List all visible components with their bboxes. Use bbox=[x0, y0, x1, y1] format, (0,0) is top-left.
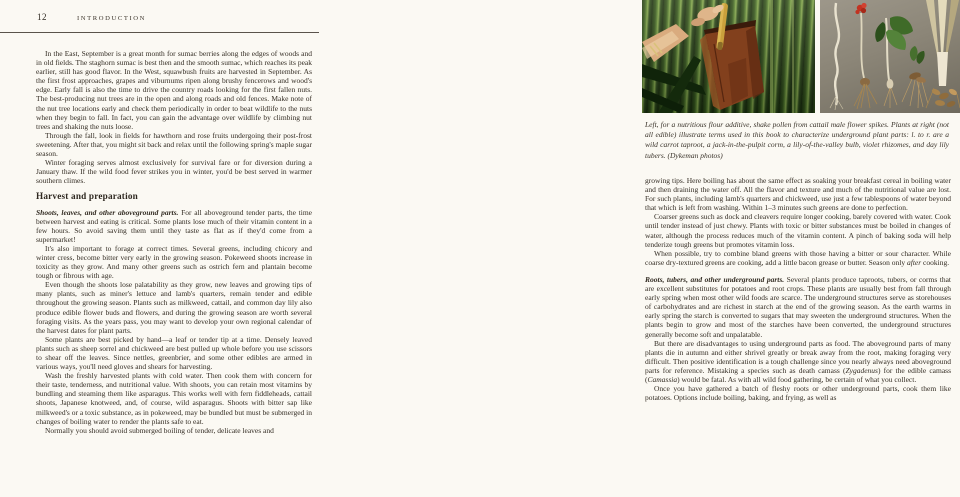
underground-parts-illustration bbox=[820, 0, 960, 113]
paragraph-boiling-carryover: Normally you should avoid submerged boiling of tender, delicate leaves and bbox=[45, 425, 274, 435]
roots-lead-in: Roots, tubers, and other underground parts. bbox=[645, 274, 785, 284]
running-head: INTRODUCTION bbox=[77, 14, 147, 22]
paragraph-forage-times: It's also important to forage at correct times. Several greens, including chicory and winter cress, become bitter very early in the growing season. Pokeweed shoots increase in toxicity as they grow. And many other greens such as ostrich fern and plantain become tough or fibrous with age. bbox=[36, 243, 312, 281]
paper-bag bbox=[700, 20, 764, 110]
camass-mid: ) for the edible camass ( bbox=[645, 365, 951, 384]
paragraph-cook-like-potatoes: Once you have gathered a batch of fleshy roots or other underground parts, cook them like potatoes. Options include boiling, baking, and frying, as well as bbox=[645, 384, 951, 403]
camass-pre: But there are disadvantages to using underground parts as food. The aboveground parts of many plants die in autumn and either shrivel greatly or break away from the root, making foraging very difficult. Then positive identification is a tough challenge since you nearly always need aboveground parts for reference. Mistaking a species such as death camass ( bbox=[645, 338, 951, 375]
camass-latin-zygadenus: Zygadenus bbox=[845, 365, 878, 375]
paragraph-shoots-leadin bbox=[36, 208, 312, 244]
shoots-text: For all aboveground tender parts, the time between harvest and eating is critical. Some plants lose much of their vitamin content in a few hours. So avoid saving them until they taste as flat as if they'd come from a supermarket! bbox=[36, 207, 312, 244]
paragraph-seasoning bbox=[645, 249, 951, 267]
season-italic-word: after bbox=[907, 257, 922, 267]
photo-caption: Left, for a nutritious flour additive, shake pollen from cattail male flower spikes. Plants at right (not all edible) illustrate terms used in this book to characterize underground plant parts: l. to r. are a wild carrot taproot, a jack-in-the-pulpit corm, a lily-of-the-valley bulb, violet rhizomes, and day lily tubers. (Dykeman photos) bbox=[645, 120, 949, 160]
roots-text: Several plants produce taproots, tubers, or corms that are excellent substitutes for potatoes and root crops. These plants are usually best from fall through early spring when most other wild foods are scarce. The underground structures serve as storehouses of carbohydrates and are richest in starch at the end of the growing season. As the earth warms in early spring the starch is converted to sugars that may sweeten the underground structures. When the plants begin to grow and most of the starches have been converted, the underground structures generally become soft and unpalatable. bbox=[645, 274, 952, 339]
section-heading: Harvest and preparation bbox=[36, 191, 138, 202]
paragraph-washing: Wash the freshly harvested plants with cold water. Then cook them with concern for their taste, tenderness, and nutritional value. With shoots, you can retain most vitamins by bundling and steaming them like asparagus. This works well with fern fiddleheads, cattail shoots, Japanese knotweed, and, of course, wild asparagus. Shoots with bitter sap like milkweed's or a toxic substance, as in pokeweed, may be bundled but must be submerged in changes of boiling water to render the plants safe to eat. bbox=[36, 371, 312, 426]
shoots-lead-in: Shoots, leaves, and other aboveground parts. bbox=[36, 207, 179, 217]
season-post: cooking. bbox=[921, 257, 950, 267]
paragraph-hawthorn: Through the fall, look in fields for hawthorn and rose fruits undergoing their post-frost sweetening. After that, you might sit back and relax until the following spring's maple sugar season. bbox=[36, 130, 312, 159]
left-text-column bbox=[36, 49, 312, 435]
paragraph-fall-foraging: In the East, September is a great month for sumac berries along the edges of woods and in old fields. The staghorn sumac is best then and the smooth sumac, which reaches its peak earlier, still has good flavor. In the West, squawbush fruits are harvested in September. As the first frost approaches, grapes and viburnums ripen along brushy fencerows and wood's edge. Early fall is also the time to drive the country roads looking for the first fallen nuts. The best-producing nut trees are in the open and along roads and old fences. Make note of the nut tree locations early and check them periodically in order to beat wildlife to the nuts when they begin to fall. In fact, you can gain the advantage over wildlife by climbing nut trees and shaking the nuts loose. bbox=[36, 49, 312, 131]
paragraph-growing-tips: Even though the shoots lose palatability as they grow, new leaves and growing tips of many plants, such as miner's lettuce and lamb's quarters, remain tender and edible throughout the growing season. Plants such as milkweed, cattail, and common day lily also produce edible flower buds and flowers, and during the growing season are worth several foraging visits. As the years pass, you may want to develop your own regional calendar of the harvest dates for plant parts. bbox=[36, 280, 312, 335]
paragraph-roots-leadin bbox=[645, 275, 951, 339]
season-pre: When possible, try to combine bland greens with those having a bitter or sour character. While coarse dry-textured greens are cooking, add a little bacon grease or butter. Season only bbox=[645, 248, 951, 267]
cattail-pollen-illustration bbox=[642, 0, 815, 113]
camass-post: ) would be fatal. As with all wild food gathering, be certain of what you collect. bbox=[677, 374, 917, 384]
jack-in-the-pulpit bbox=[854, 3, 877, 109]
violet-rhizomes bbox=[902, 46, 928, 108]
left-page bbox=[0, 0, 320, 497]
camass-latin-camassia: Camassia bbox=[647, 374, 678, 384]
right-text-column bbox=[645, 176, 951, 402]
paragraph-boiling-continued: growing tips. Here boiling has about the same effect as soaking your breakfast cereal in boiling water and then draining the water off. All the flavor and texture and much of the nutritional value are lost. For such plants, including lamb's quarters and chickweed, use just a few tablespoons of water beyond that which is left from washing. Within 1–3 minutes such greens are done to perfection. bbox=[645, 176, 951, 213]
paragraph-picking: Some plants are best picked by hand—a leaf or tender tip at a time. Densely leaved plants such as sheep sorrel and chickweed are best pulled up whole before you use scissors to shear off the leaves. Since nettles, greenbrier, and some other edibles are armed in various ways, you'll need gloves and shears for harvesting. bbox=[36, 334, 312, 372]
page-number: 12 bbox=[37, 12, 47, 22]
photo-cattail-pollen bbox=[642, 0, 815, 113]
wild-carrot-taproot bbox=[830, 3, 843, 110]
paragraph-coarser-greens: Coarser greens such as dock and cleavers require longer cooking, barely covered with water. Cook until tender instead of just chewy. Plants with toxic or bitter substances must be boiled in changes of water, although the process reduces much of the vitamin content. A pinch of baking soda will help tenderize tough greens but promotes vitamin loss. bbox=[645, 212, 951, 249]
header-rule bbox=[0, 32, 319, 33]
day-lily bbox=[926, 0, 960, 108]
paragraph-winter: Winter foraging serves almost exclusively for survival fare or for diversion during a January thaw. If the wild food fever strikes you in winter, you'd be best served in warmer southern climes. bbox=[36, 158, 312, 186]
lily-of-the-valley bbox=[875, 16, 913, 108]
photo-underground-parts bbox=[820, 0, 960, 113]
right-page bbox=[320, 0, 952, 497]
paragraph-camass bbox=[645, 339, 951, 384]
